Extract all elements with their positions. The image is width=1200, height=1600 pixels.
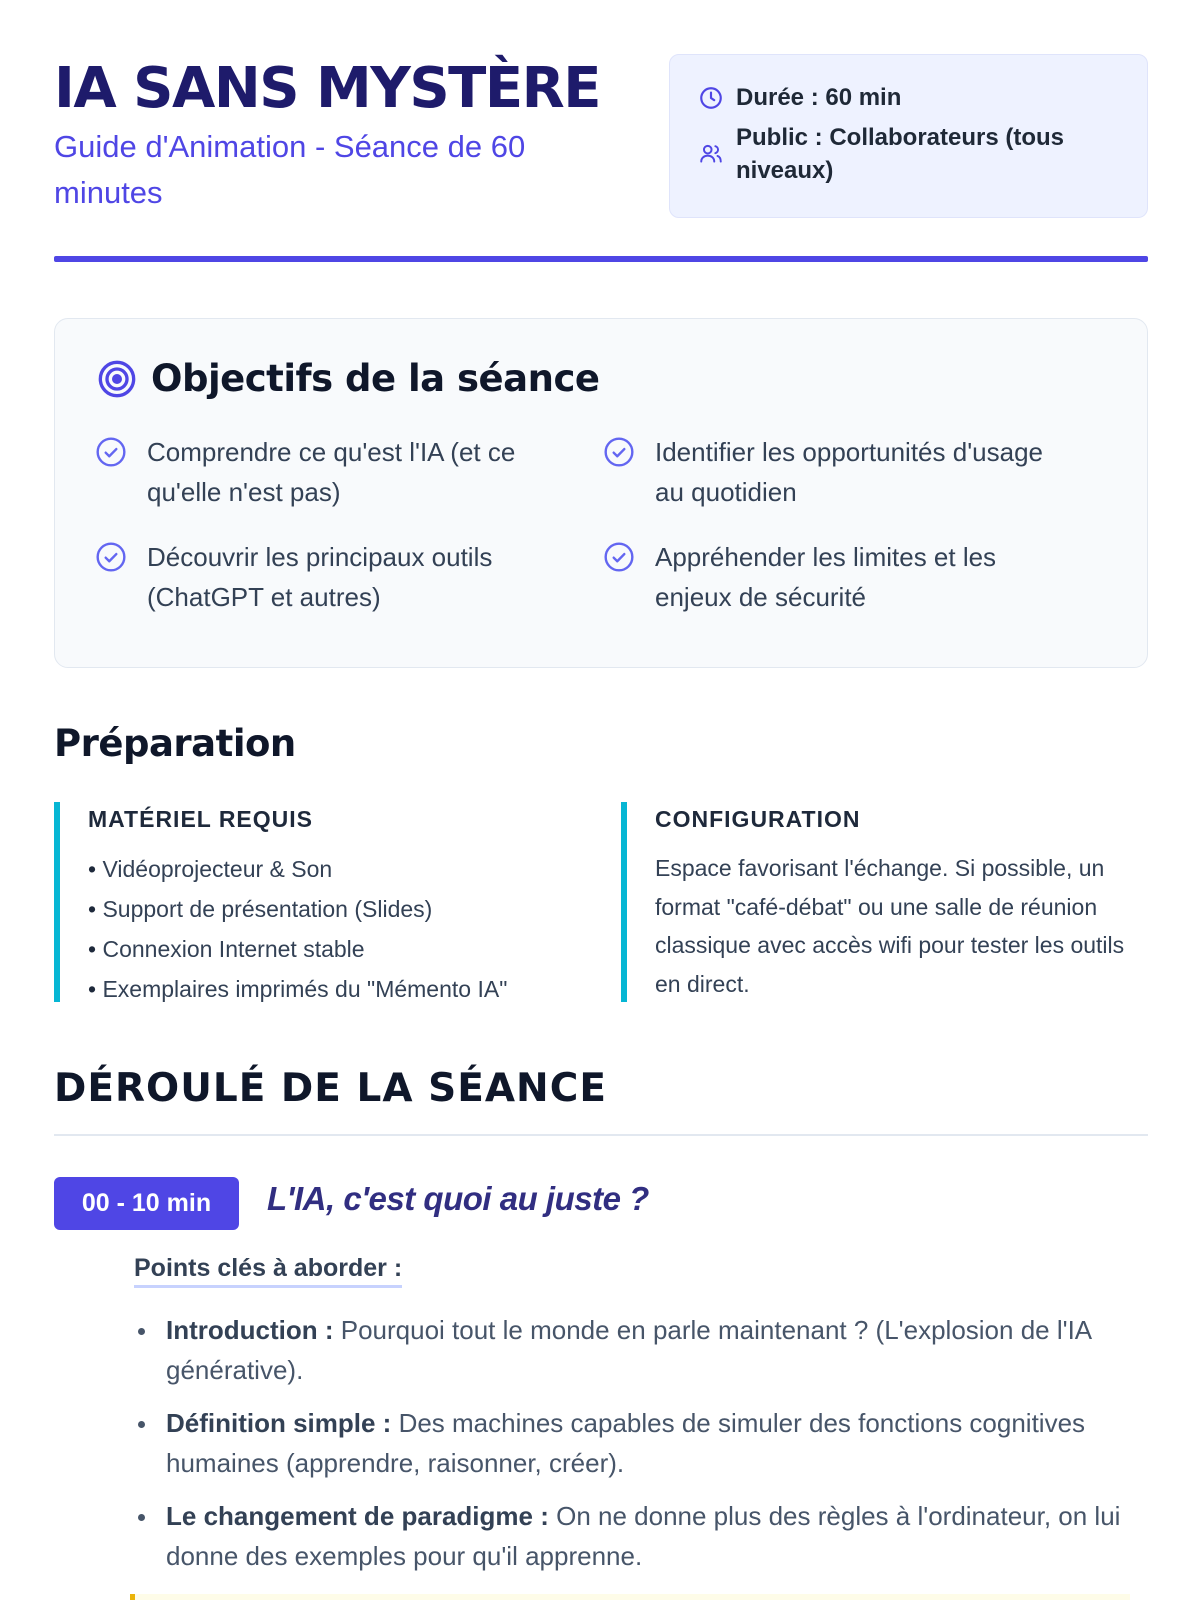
list-item: • Support de présentation (Slides) [88,889,594,929]
materials-heading: MATÉRIEL REQUIS [88,806,313,832]
target-icon [97,359,137,399]
objectives-heading [97,357,599,400]
objectives-card [54,318,1148,668]
agenda-title: DÉROULÉ DE LA SÉANCE [54,1066,607,1111]
key-point-label: Le changement de paradigme : [166,1501,549,1531]
objective-item [603,537,1073,617]
time-badge: 00 - 10 min [54,1177,239,1230]
key-point-text: Pourquoi tout le monde en parle maintenant ? (L'explosion de l'IA générative). [166,1315,1091,1385]
objective-item [95,432,565,512]
check-circle-icon [603,436,635,468]
key-points-label: Points clés à aborder : [134,1254,402,1288]
objective-item [603,432,1073,512]
page-subtitle: Guide d'Animation - Séance de 60 minutes [54,129,526,210]
objectives-title: Objectifs de la séance [151,357,600,400]
key-point-text: On ne donne plus des règles à l'ordinateur, on lui donne des exemples pour qu'il apprenne. [166,1501,1121,1571]
objective-text: Découvrir les principaux outils (ChatGPT et autres) [147,542,493,612]
preparation-title: Préparation [54,722,296,765]
tip-box-edge [130,1594,1130,1600]
materials-list [88,849,594,1009]
check-circle-icon [603,541,635,573]
check-circle-icon [95,541,127,573]
configuration-heading: CONFIGURATION [655,806,861,832]
session-meta-card [669,54,1148,218]
key-point-text: Des machines capables de simuler des fonctions cognitives humaines (apprendre, raisonner, créer). [166,1408,1086,1478]
page-title: IA SANS MYSTÈRE [54,56,600,121]
audience-text: Public : Collaborateurs (tous niveaux) [736,124,1065,184]
configuration-text: Espace favorisant l'échange. Si possible, un format "café-débat" ou une salle de réunion classique avec accès wifi pour tester les outils en direct. [655,855,1125,997]
list-item: • Connexion Internet stable [88,929,594,969]
agenda-divider [54,1134,1148,1136]
clock-icon [698,85,724,111]
list-item: • Vidéoprojecteur & Son [88,849,594,889]
objective-text: Comprendre ce qu'est l'IA (et ce qu'elle n'est pas) [147,437,516,507]
key-point [166,1496,1148,1576]
list-item: • Exemplaires imprimés du "Mémento IA" [88,969,594,1009]
users-icon [698,141,724,167]
key-point [166,1403,1148,1483]
key-point-label: Définition simple : [166,1408,392,1438]
key-point [166,1310,1148,1390]
audience-row [698,121,1106,187]
key-point-label: Introduction : [166,1315,334,1345]
duration-text: Durée : 60 min [736,84,902,111]
materials-section [54,802,594,1002]
key-points-list [166,1310,1148,1589]
header-divider [54,256,1148,262]
duration-row [698,81,1106,114]
objective-text: Appréhender les limites et les enjeux de sécurité [655,542,997,612]
objective-item [95,537,565,617]
check-circle-icon [95,436,127,468]
step-title: L'IA, c'est quoi au juste ? [267,1180,649,1217]
objective-text: Identifier les opportunités d'usage au quotidien [655,437,1043,507]
header [54,52,1148,222]
configuration-section [621,802,1148,1002]
